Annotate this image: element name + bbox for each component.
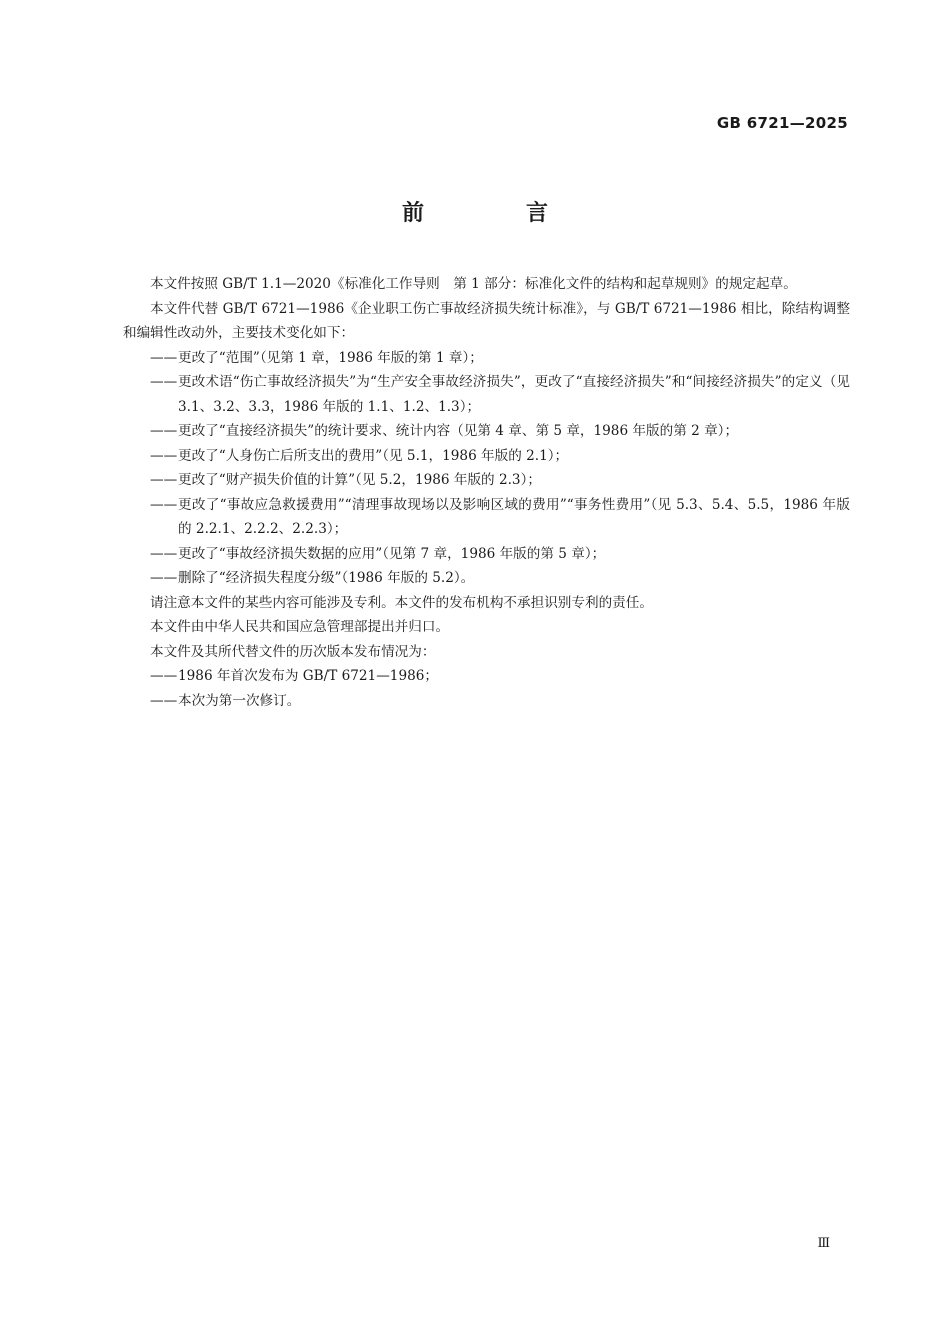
page-title: 前 言 <box>401 201 588 226</box>
patent-notice-paragraph: 请注意本文件的某些内容可能涉及专利。本文件的发布机构不承担识别专利的责任。 <box>150 594 653 611</box>
foreword-body <box>123 272 850 713</box>
list-item: —— 更改了“人身伤亡后所支出的费用”（见 5.1，1986 年版的 2.1）； <box>150 447 569 464</box>
page-number: Ⅲ <box>817 1236 830 1251</box>
list-item: —— 1986 年首次发布为 GB/T 6721—1986； <box>150 668 438 684</box>
replacement-paragraph: 本文件代替 GB/T 6721—1986《企业职工伤亡事故经济损失统计标准》，与 GB/T 6721—1986 相比，除结构调整和编辑性改动外，主要技术变化如下： <box>123 300 850 341</box>
list-item: —— 删除了“经济损失程度分级”（1986 年版的 5.2）。 <box>150 570 475 586</box>
list-item: —— 更改了“范围”（见第 1 章，1986 年版的第 1 章）； <box>150 349 483 366</box>
history-intro-paragraph: 本文件及其所代替文件的历次版本发布情况为： <box>150 643 436 660</box>
list-item: —— 更改了“财产损失价值的计算”（见 5.2，1986 年版的 2.3）； <box>150 472 541 488</box>
proposer-paragraph: 本文件由中华人民共和国应急管理部提出并归口。 <box>150 619 450 635</box>
list-item: —— 更改了“事故应急救援费用”“清理事故现场以及影响区域的费用”“事务性费用”（见 5.3、5.4、5.5，1986 年版的 2.2.1、2.2.2、2.2.3）； <box>150 496 850 537</box>
list-item: —— 更改了“事故经济损失数据的应用”（见第 7 章，1986 年版的第 5 章）； <box>150 545 606 562</box>
list-item: —— 更改术语“伤亡事故经济损失”为“生产安全事故经济损失”，更改了“直接经济损失”和“间接经济损失”的定义（见 3.1、3.2、3.3，1986 年版的 1.1、1.2、1.3）； <box>150 374 850 415</box>
standard-code: GB 6721—2025 <box>716 114 848 132</box>
list-item: —— 本次为第一次修订。 <box>150 692 301 709</box>
list-item: —— 更改了“直接经济损失”的统计要求、统计内容（见第 4 章、第 5 章，1986 年版的第 2 章）； <box>150 423 739 439</box>
drafting-rule-paragraph: 本文件按照 GB/T 1.1—2020《标准化工作导则 第 1 部分：标准化文件的结构和起草规则》的规定起草。 <box>150 276 797 292</box>
